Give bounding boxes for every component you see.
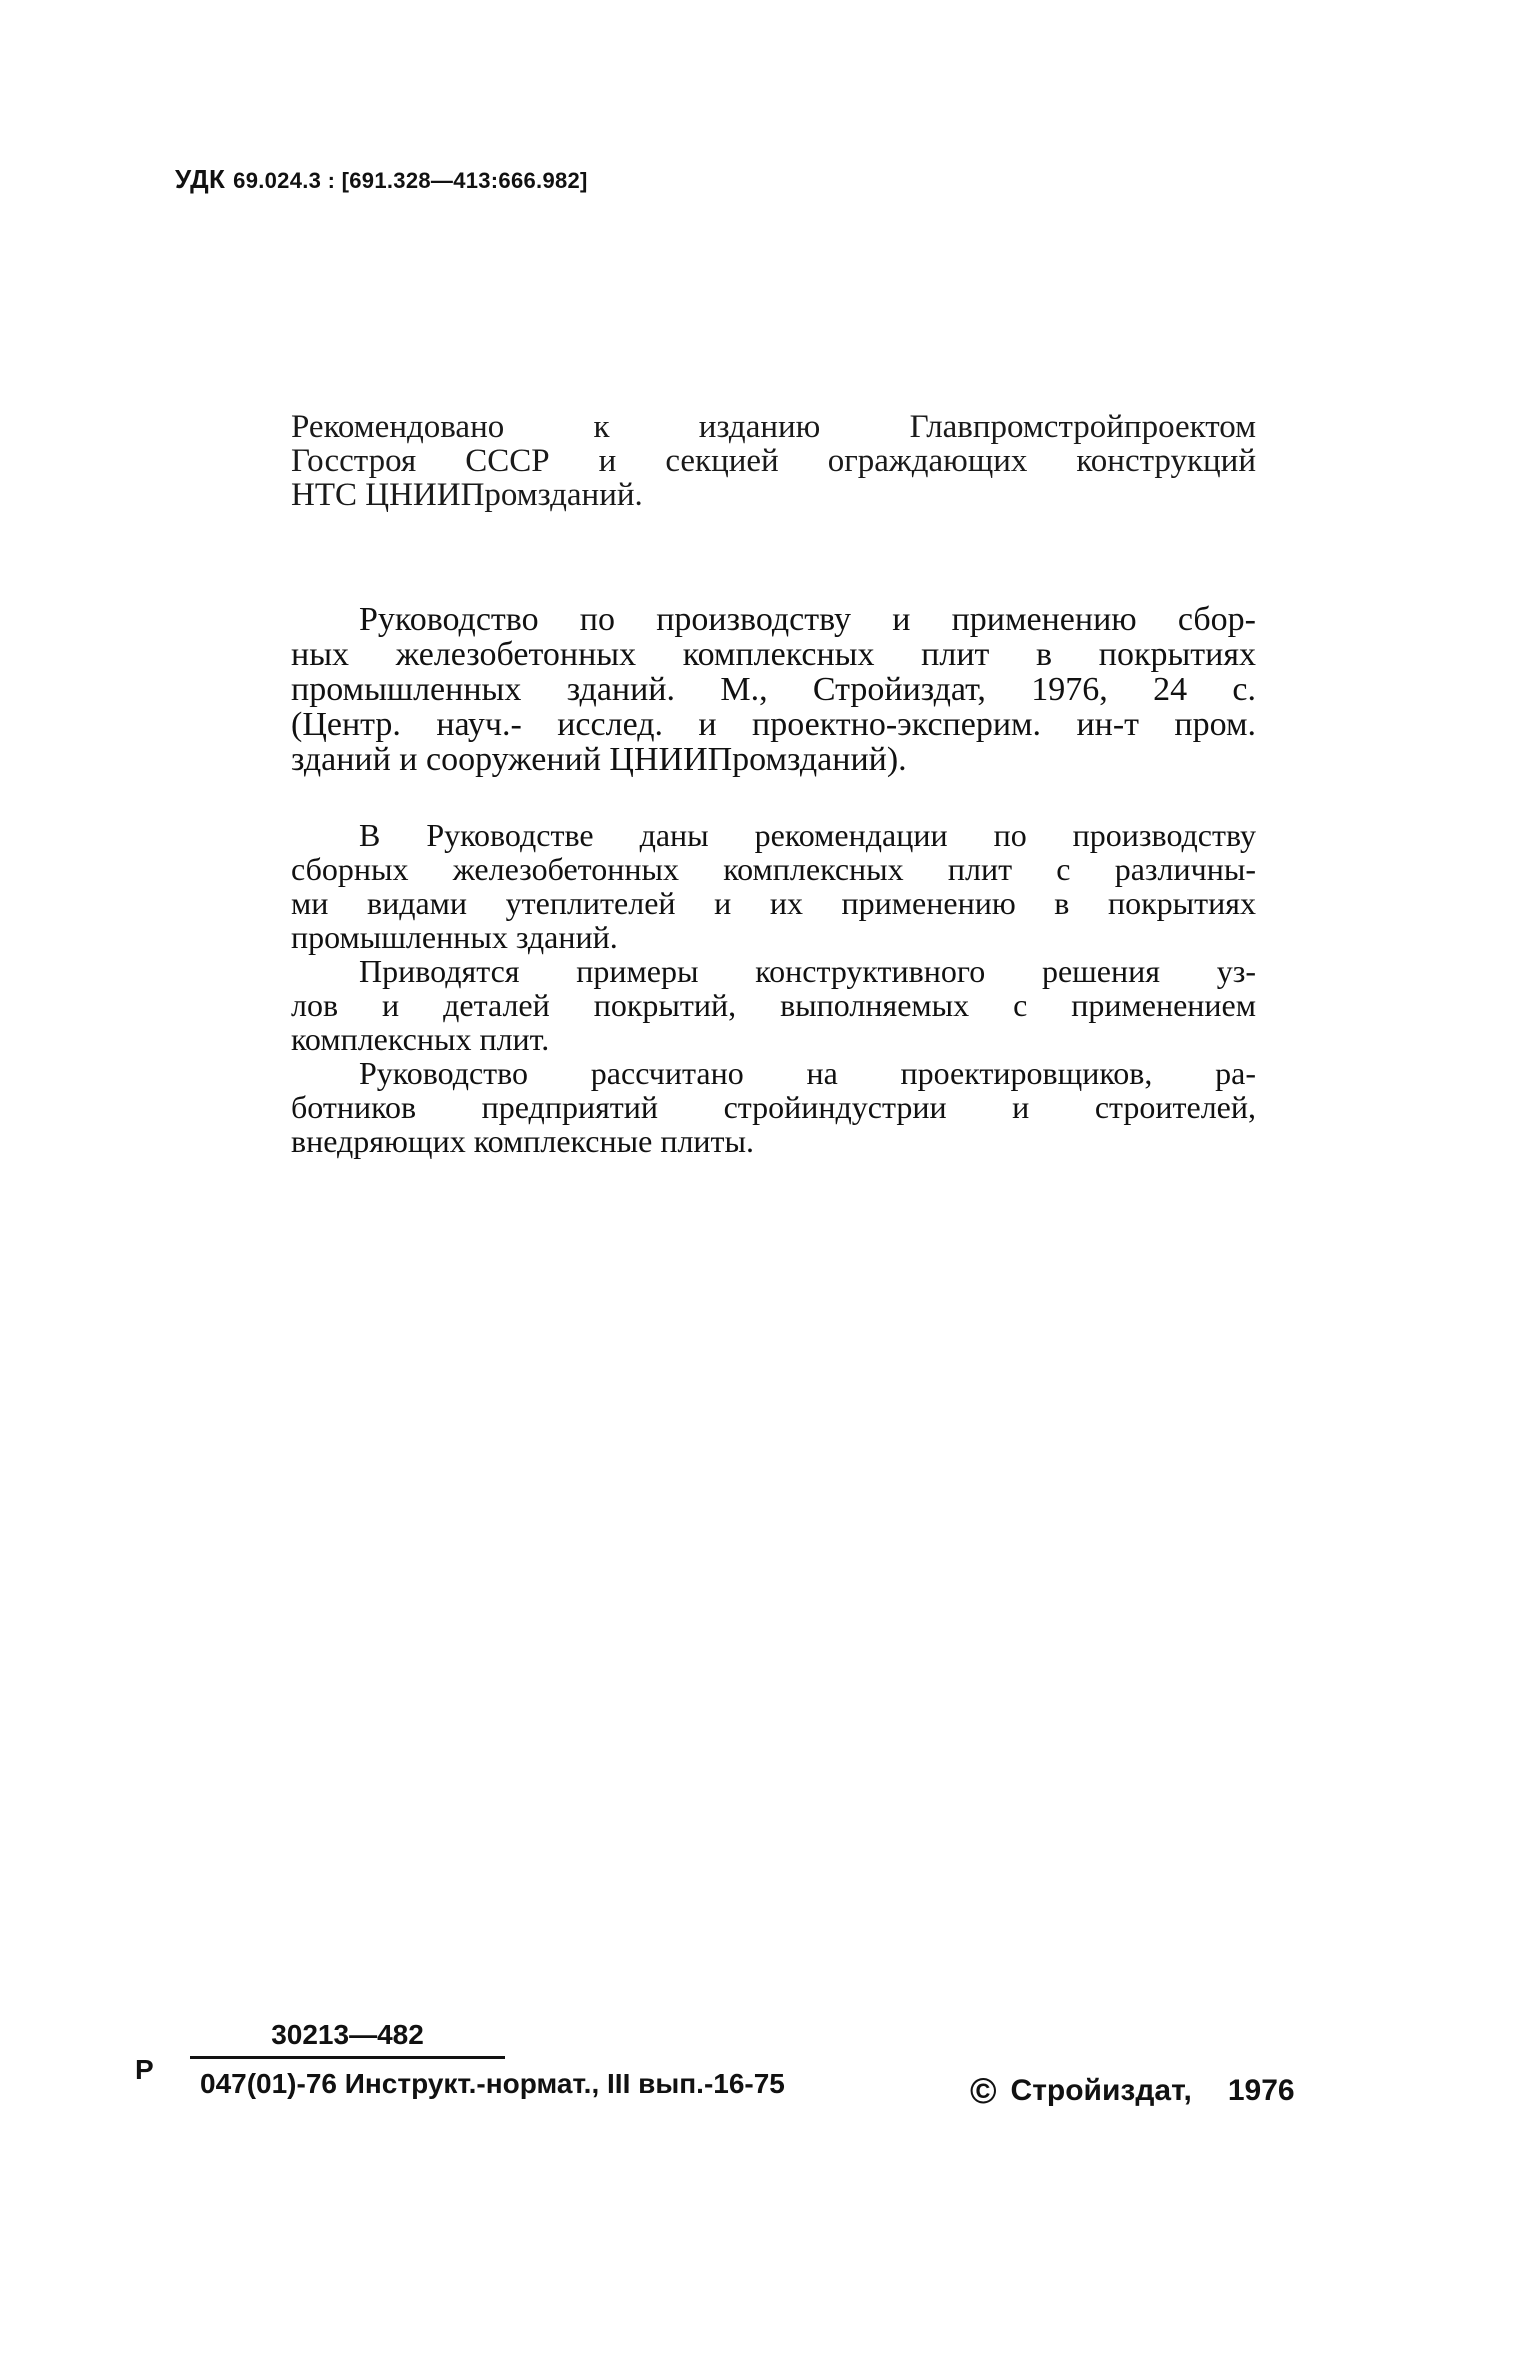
udk-label: УДК: [175, 164, 226, 194]
recommendation-note: [291, 410, 1256, 512]
index-denominator: 047(01)-76 Инструкт.-нормат., III вып.-16-75: [200, 2068, 785, 2099]
description-line: Приводятся примеры конструктивного решения уз-: [359, 953, 1256, 989]
description-line: сборных железобетонных комплексных плит с различны-: [291, 851, 1256, 887]
publication-year: 1976: [1227, 2074, 1295, 2107]
copyright-notice: [970, 2070, 1295, 2112]
annotation-line: (Центр. науч.- исслед. и проектно-эксперим. ин-т пром.: [291, 706, 1256, 743]
annotation-line: Руководство по производству и применению сбор-: [359, 601, 1256, 638]
index-numerator: 30213—482: [190, 2018, 505, 2059]
udk-classification: [175, 164, 588, 195]
description-line: ботников предприятий стройиндустрии и строителей,: [291, 1089, 1256, 1125]
description-line: внедряющих комплексные плиты.: [291, 1123, 755, 1159]
bibliographic-annotation: [291, 602, 1256, 777]
annotation-line: зданий и сооружений ЦНИИПромзданий).: [291, 741, 907, 778]
annotation-line: ных железобетонных комплексных плит в покрытиях: [291, 636, 1256, 673]
recommendation-line: НТС ЦНИИПромзданий.: [291, 477, 643, 513]
udk-code: 69.024.3 : [691.328—413:666.982]: [233, 168, 588, 193]
annotation-line: промышленных зданий. М., Стройиздат, 1976, 24 с.: [291, 671, 1256, 708]
description-line: Руководство рассчитано на проектировщиков, ра-: [359, 1055, 1256, 1091]
publisher-name: Стройиздат,: [1010, 2074, 1192, 2107]
copyright-icon: ©: [970, 2070, 997, 2111]
description-line: лов и деталей покрытий, выполняемых с применением: [291, 987, 1256, 1023]
publication-imprint: [130, 2018, 1380, 2138]
description-line: промышленных зданий.: [291, 919, 618, 955]
recommendation-line: Рекомендовано к изданию Главпромстройпроектом: [291, 409, 1256, 445]
description-line: В Руководстве даны рекомендации по производству: [359, 817, 1256, 853]
description-abstract: [291, 818, 1256, 1158]
index-letter: Р: [135, 2054, 154, 2085]
recommendation-line: Госстроя СССР и секцией ограждающих конструкций: [291, 443, 1256, 479]
description-line: комплексных плит.: [291, 1021, 550, 1057]
description-line: ми видами утеплителей и их применению в покрытиях: [291, 885, 1256, 921]
